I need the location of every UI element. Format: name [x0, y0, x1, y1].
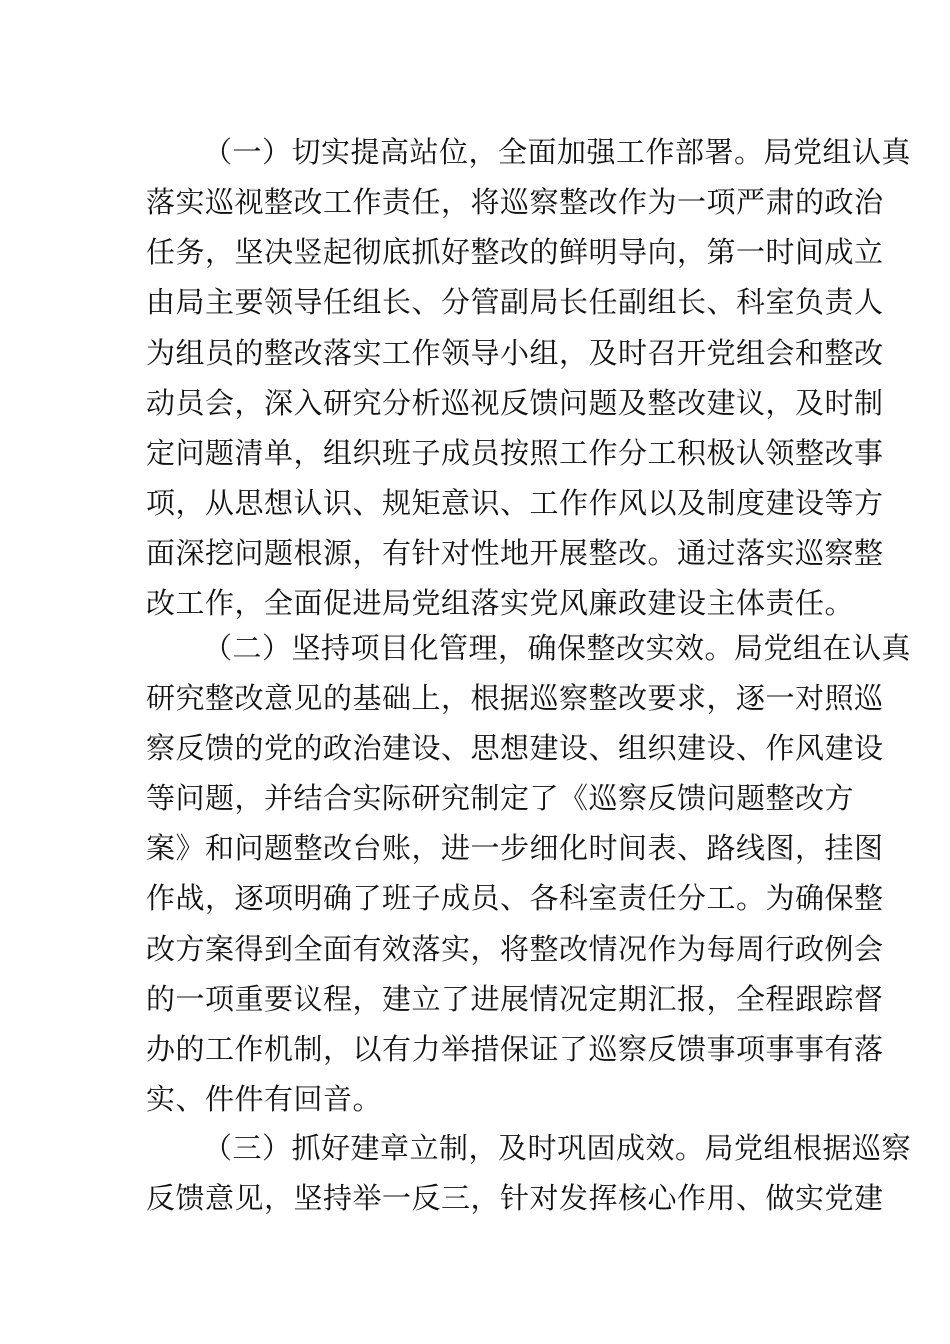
- paragraph-1-line-2: 落实巡视整改工作责任，将巡察整改作为一项严肃的政治: [146, 185, 884, 219]
- paragraph-2-line-1: （二）坚持项目化管理，确保整改实效。局党组在认真: [203, 631, 912, 665]
- paragraph-2-line-7: 改方案得到全面有效落实，将整改情况作为每周行政例会: [146, 932, 884, 966]
- paragraph-3-line-2: 反馈意见，坚持举一反三，针对发挥核心作用、做实党建: [146, 1181, 884, 1215]
- paragraph-3-line-1: （三）抓好建章立制，及时巩固成效。局党组根据巡察: [203, 1131, 912, 1165]
- paragraph-2-line-6: 作战，逐项明确了班子成员、各科室责任分工。为确保整: [146, 881, 884, 915]
- paragraph-1-line-7: 定问题清单，组织班子成员按照工作分工积极认领整改事: [146, 436, 884, 470]
- paragraph-1-line-4: 由局主要领导任组长、分管副局长任副组长、科室负责人: [146, 285, 884, 319]
- paragraph-2-line-4: 等问题，并结合实际研究制定了《巡察反馈问题整改方: [146, 781, 855, 815]
- paragraph-2-line-2: 研究整改意见的基础上，根据巡察整改要求，逐一对照巡: [146, 681, 884, 715]
- paragraph-1-line-3: 任务，坚决竖起彻底抓好整改的鲜明导向，第一时间成立: [146, 235, 884, 269]
- paragraph-1-line-10: 改工作，全面促进局党组落实党风廉政建设主体责任。: [146, 586, 855, 620]
- paragraph-1-line-9: 面深挖问题根源，有针对性地开展整改。通过落实巡察整: [146, 536, 884, 570]
- paragraph-2-line-3: 察反馈的党的政治建设、思想建设、组织建设、作风建设: [146, 731, 884, 765]
- paragraph-1-line-8: 项，从思想认识、规矩意识、工作作风以及制度建设等方: [146, 486, 884, 520]
- paragraph-2-line-10: 实、件件有回音。: [146, 1082, 383, 1116]
- paragraph-1-line-6: 动员会，深入研究分析巡视反馈问题及整改建议，及时制: [146, 386, 884, 420]
- paragraph-2-line-8: 的一项重要议程，建立了进展情况定期汇报，全程跟踪督: [146, 982, 884, 1016]
- paragraph-1-line-1: （一）切实提高站位，全面加强工作部署。局党组认真: [203, 135, 912, 169]
- paragraph-2-line-9: 办的工作机制，以有力举措保证了巡察反馈事项事事有落: [146, 1032, 884, 1066]
- paragraph-2-line-5: 案》和问题整改台账，进一步细化时间表、路线图，挂图: [146, 831, 884, 865]
- paragraph-1-line-5: 为组员的整改落实工作领导小组，及时召开党组会和整改: [146, 336, 884, 370]
